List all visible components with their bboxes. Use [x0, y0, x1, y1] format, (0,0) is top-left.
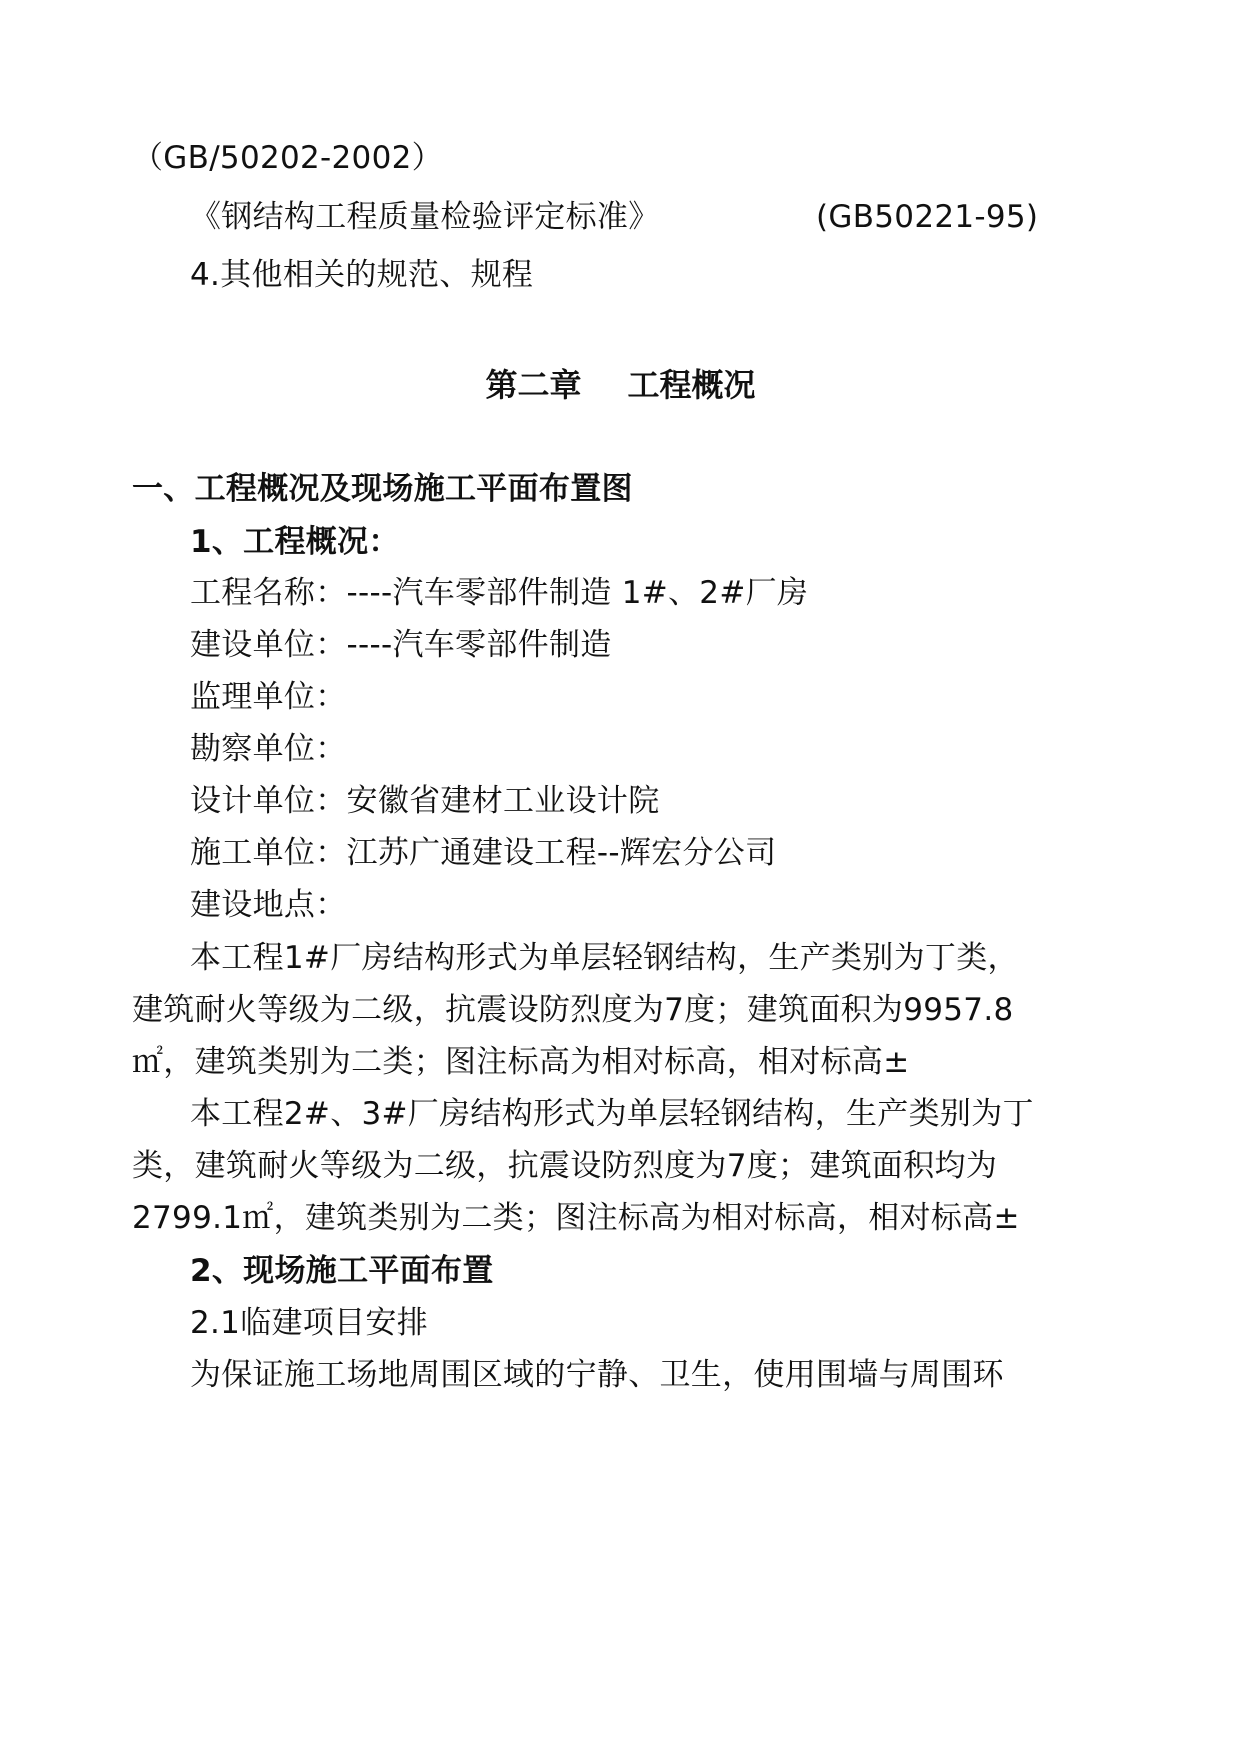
subsection-heading-site-layout: 2、现场施工平面布置 [190, 1253, 494, 1289]
other-specs-line: 4.其他相关的规范、规程 [190, 257, 534, 293]
paragraph-2-line-1: 本工程2#、3#厂房结构形式为单层轻钢结构，生产类别为丁 [190, 1096, 1034, 1132]
paragraph-3-line-1: 为保证施工场地周围区域的宁静、卫生，使用围墙与周围环 [190, 1357, 1004, 1393]
paragraph-2-line-3: 2799.1㎡，建筑类别为二类；图注标高为相对标高，相对标高± [132, 1200, 1020, 1236]
standard-code-line: （GB/50202-2002） [132, 140, 443, 176]
field-owner: 建设单位：----汽车零部件制造 [190, 627, 612, 663]
chapter-heading [0, 364, 1241, 406]
steel-standard-title: 《钢结构工程质量检验评定标准》 [190, 199, 660, 235]
paragraph-1-line-2: 建筑耐火等级为二级，抗震设防烈度为7度；建筑面积为9957.8 [132, 992, 1014, 1028]
field-survey-unit: 勘察单位： [190, 731, 347, 767]
chapter-title: 工程概况 [627, 366, 756, 404]
field-location: 建设地点： [190, 887, 347, 923]
subsection-temporary-facilities: 2.1临建项目安排 [190, 1305, 428, 1341]
section-heading: 一、工程概况及现场施工平面布置图 [132, 471, 633, 507]
field-supervisor: 监理单位： [190, 679, 347, 715]
field-design-unit: 设计单位：安徽省建材工业设计院 [190, 783, 660, 819]
steel-standard-code: (GB50221-95) [816, 199, 1039, 235]
paragraph-1-line-1: 本工程1#厂房结构形式为单层轻钢结构，生产类别为丁类， [190, 940, 1019, 976]
field-contractor: 施工单位：江苏广通建设工程--辉宏分公司 [190, 835, 777, 871]
field-project-name: 工程名称：----汽车零部件制造 1#、2#厂房 [190, 575, 809, 611]
paragraph-2-line-2: 类，建筑耐火等级为二级，抗震设防烈度为7度；建筑面积均为 [132, 1148, 998, 1184]
paragraph-1-line-3: ㎡，建筑类别为二类；图注标高为相对标高，相对标高± [132, 1044, 910, 1080]
subsection-heading-overview: 1、工程概况： [190, 524, 400, 560]
chapter-number: 第二章 [485, 366, 582, 404]
